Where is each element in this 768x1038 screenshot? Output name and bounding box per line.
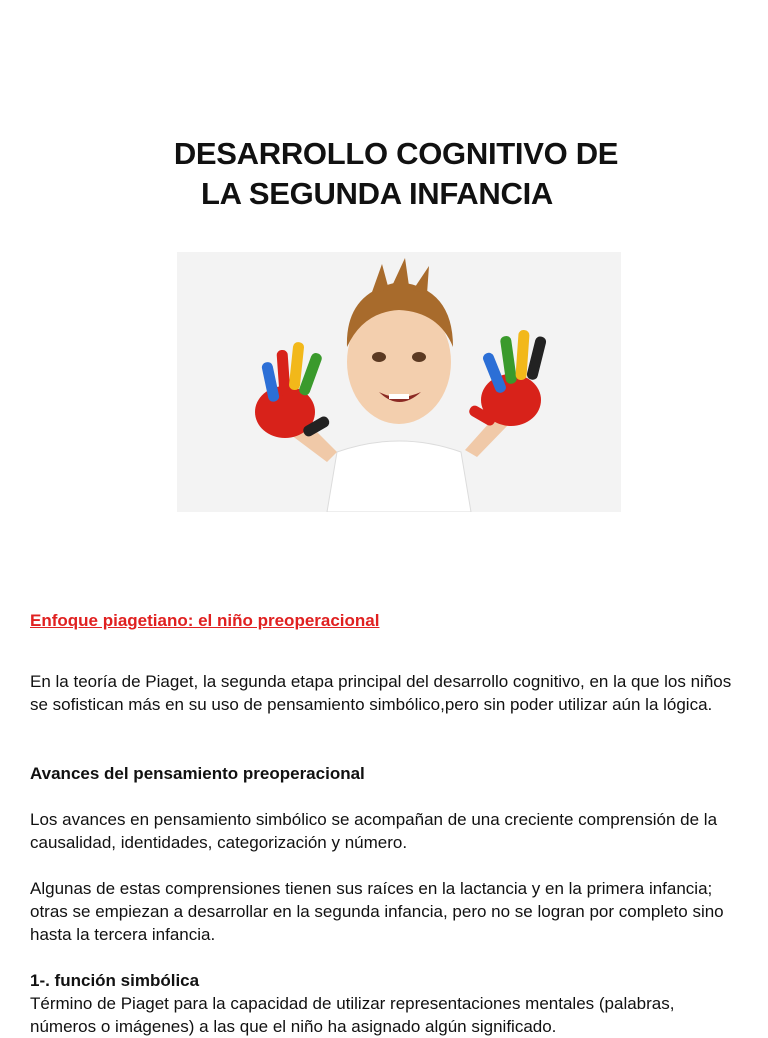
paragraph-piaget-theory: En la teoría de Piaget, la segunda etapa principal del desarrollo cognitivo, en la que los niños se sofistican más en su uso de pensamiento simbólico,pero sin poder utilizar aún la lógica. [30,672,732,714]
subheading-preoperational-advances: Avances del pensamiento preoperacional [30,764,365,783]
title-line-2: LA SEGUNDA INFANCIA [201,176,553,211]
paragraph-symbolic-function-definition: Término de Piaget para la capacidad de utilizar representaciones mentales (palabras, números o imágenes) a las que el niño ha asignado algún significado. [30,994,675,1036]
paragraph-comprehension-roots: Algunas de estas comprensiones tienen sus raíces en la lactancia y en la primera infancia; otras se empiezan a desarrollar en la segunda infancia, pero no se logran por completo sino hasta la tercera infancia. [30,879,724,944]
section-heading-piaget: Enfoque piagetiano: el niño preoperacional [30,611,380,630]
child-painted-hands-photo [177,252,621,512]
document-title [0,134,768,214]
title-line-1: DESARROLLO COGNITIVO DE [173,136,619,171]
subheading-symbolic-function: 1-. función simbólica [30,971,200,990]
paragraph-symbolic-advances: Los avances en pensamiento simbólico se acompañan de una creciente comprensión de la causalidad, identidades, categorización y número. [30,810,718,852]
